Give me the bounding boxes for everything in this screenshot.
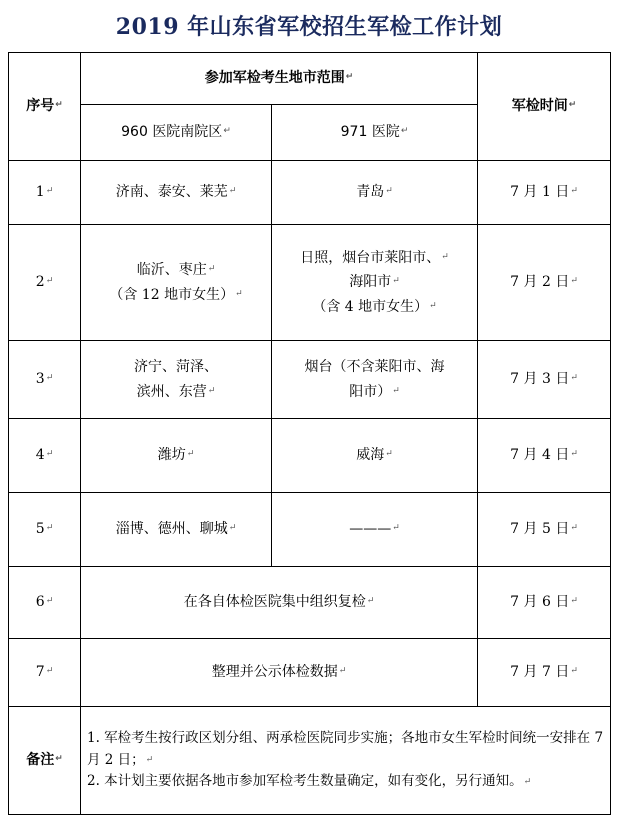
header-960: 960 医院南院区 ↵ (81, 105, 272, 161)
row-time: 7 月 7 日 ↵ (478, 639, 611, 707)
notes-label: 备注 ↵ (9, 707, 81, 815)
table-row (9, 161, 611, 225)
row-960: 淄博、德州、聊城 ↵ (81, 493, 272, 567)
row-971: 威海 ↵ (272, 419, 478, 493)
row-seq: 1 ↵ (9, 161, 81, 225)
schedule-table (8, 52, 611, 815)
row-time: 7 月 5 日 ↵ (478, 493, 611, 567)
row-971: 青岛 ↵ (272, 161, 478, 225)
table-row (9, 639, 611, 707)
row-seq: 4 ↵ (9, 419, 81, 493)
header-scope: 参加军检考生地市范围 ↵ (81, 53, 478, 105)
row-seq: 6 ↵ (9, 567, 81, 639)
row-seq: 2 ↵ (9, 225, 81, 341)
row-960: 济宁、菏泽、 滨州、东营 ↵ (81, 341, 272, 419)
page-title: 2019 年山东省军校招生军检工作计划 (115, 14, 503, 40)
row-971: ——— ↵ (272, 493, 478, 567)
table-row (9, 341, 611, 419)
table-row (9, 419, 611, 493)
row-960: 临沂、枣庄 ↵ （含 12 地市女生） ↵ (81, 225, 272, 341)
row-960: 潍坊 ↵ (81, 419, 272, 493)
row-seq: 7 ↵ (9, 639, 81, 707)
row-time: 7 月 6 日 ↵ (478, 567, 611, 639)
header-time: 军检时间 ↵ (478, 53, 611, 161)
row-960: 济南、泰安、莱芜 ↵ (81, 161, 272, 225)
row-time: 7 月 4 日 ↵ (478, 419, 611, 493)
row-time: 7 月 1 日 ↵ (478, 161, 611, 225)
row-971: 烟台（不含莱阳市、海 阳市） ↵ (272, 341, 478, 419)
row-merged: 在各自体检医院集中组织复检 ↵ (81, 567, 478, 639)
header-seq: 序号 ↵ (9, 53, 81, 161)
row-merged: 整理并公示体检数据 ↵ (81, 639, 478, 707)
table-row (9, 493, 611, 567)
table-row (9, 225, 611, 341)
notes-content (81, 707, 611, 815)
row-time: 7 月 2 日 ↵ (478, 225, 611, 341)
note-item: 1. 军检考生按行政区划分组、两承检医院同步实施；各地市女生军检时间统一安排在 7 月 2 日； ↵ (87, 728, 604, 771)
row-seq: 3 ↵ (9, 341, 81, 419)
note-item: 2. 本计划主要依据各地市参加军检考生数量确定，如有变化，另行通知。 ↵ (87, 771, 604, 793)
notes-row (9, 707, 611, 815)
row-seq: 5 ↵ (9, 493, 81, 567)
row-971: 日照，烟台市莱阳市、 ↵ 海阳市 ↵ （含 4 地市女生） ↵ (272, 225, 478, 341)
row-time: 7 月 3 日 ↵ (478, 341, 611, 419)
table-row (9, 567, 611, 639)
header-971: 971 医院 ↵ (272, 105, 478, 161)
